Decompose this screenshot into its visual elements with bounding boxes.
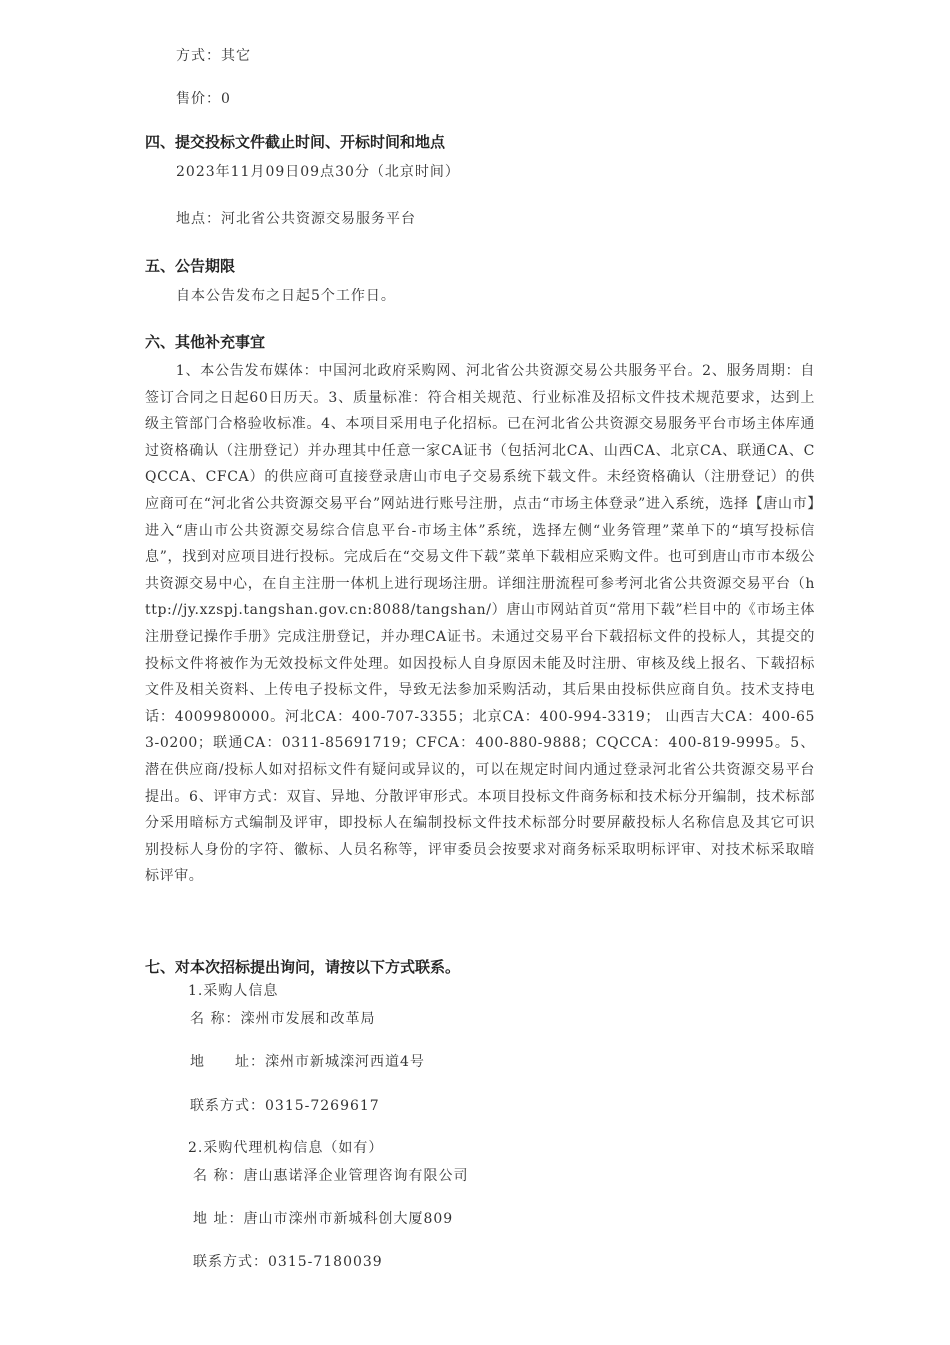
purchaser-info-title: 1.采购人信息	[188, 983, 279, 999]
bid-deadline: 2023年11月09日09点30分（北京时间）	[176, 164, 460, 180]
section-6-heading: 六、其他补充事宜	[145, 333, 266, 351]
section-4-heading: 四、提交投标文件截止时间、开标时间和地点	[145, 133, 446, 151]
purchaser-contact: 联系方式：0315-7269617	[190, 1098, 380, 1114]
announcement-period: 自本公告发布之日起5个工作日。	[176, 288, 396, 304]
agency-address: 地 址：唐山市滦州市新城科创大厦809	[193, 1211, 454, 1227]
agency-name: 名 称：唐山惠诺泽企业管理咨询有限公司	[193, 1168, 469, 1184]
section-7-heading: 七、对本次招标提出询问，请按以下方式联系。	[145, 958, 461, 976]
document-price: 售价：0	[176, 91, 231, 107]
bid-location: 地点：河北省公共资源交易服务平台	[176, 211, 416, 227]
agency-contact: 联系方式：0315-7180039	[193, 1254, 383, 1270]
agency-info-title: 2.采购代理机构信息（如有）	[188, 1140, 384, 1156]
purchase-method: 方式：其它	[176, 48, 251, 64]
purchaser-address: 地 址：滦州市新城滦河西道4号	[190, 1054, 425, 1070]
purchaser-name: 名 称：滦州市发展和改革局	[190, 1011, 376, 1027]
section-5-heading: 五、公告期限	[145, 257, 236, 275]
supplementary-matters-text: 1、本公告发布媒体：中国河北政府采购网、河北省公共资源交易公共服务平台。2、服务周期：自签订合同之日起60日历天。3、质量标准：符合相关规范、行业标准及招标文件技术规范要求，达到上级主管部门合格验收标准。4、本项目采用电子化招标。已在河北省公共资源交易服务平台市场主体库通过资格确认（注册登记）并办理其中任意一家CA证书（包括河北CA、山西CA、北京CA、联通CA、CQCCA、CFCA）的供应商可直接登录唐山市电子交易系统下载文件。未经资格确认（注册登记）的供应商可在“河北省公共资源交易平台”网站进行账号注册，点击“市场主体登录”进入系统，选择【唐山市】进入“唐山市公共资源交易综合信息平台-市场主体”系统，选择左侧“业务管理”菜单下的“填写投标信息”，找到对应项目进行投标。完成后在“交易文件下载”菜单下载相应采购文件。也可到唐山市市本级公共资源交易中心，在自主注册一体机上进行现场注册。详细注册流程可参考河北省公共资源交易平台（http://jy.xzspj.tangshan.gov.cn:8088/tangshan/）唐山市网站首页“常用下载”栏目中的《市场主体注册登记操作手册》完成注册登记，并办理CA证书。未通过交易平台下载招标文件的投标人，其提交的投标文件将被作为无效投标文件处理。如因投标人自身原因未能及时注册、审核及线上报名、下载招标文件及相关资料、上传电子投标文件，导致无法参加采购活动，其后果由投标供应商自负。技术支持电话：4009980000。河北CA：400-707-3355；北京CA：400-994-3319； 山西吉大CA：400-653-0200；联通CA：0311-85691719；CFCA：400-880-9888；CQCCA：400-819-9995。5、潜在供应商/投标人如对招标文件有疑问或异议的，可以在规定时间内通过登录河北省公共资源交易平台提出。6、评审方式：双盲、异地、分散评审形式。本项目投标文件商务标和技术标分开编制，技术标部分采用暗标方式编制及评审，即投标人在编制投标文件技术标部分时要屏蔽投标人名称信息及其它可识别投标人身份的字符、徽标、人员名称等，评审委员会按要求对商务标采取明标评审、对技术标采取暗标评审。	[145, 363, 815, 885]
